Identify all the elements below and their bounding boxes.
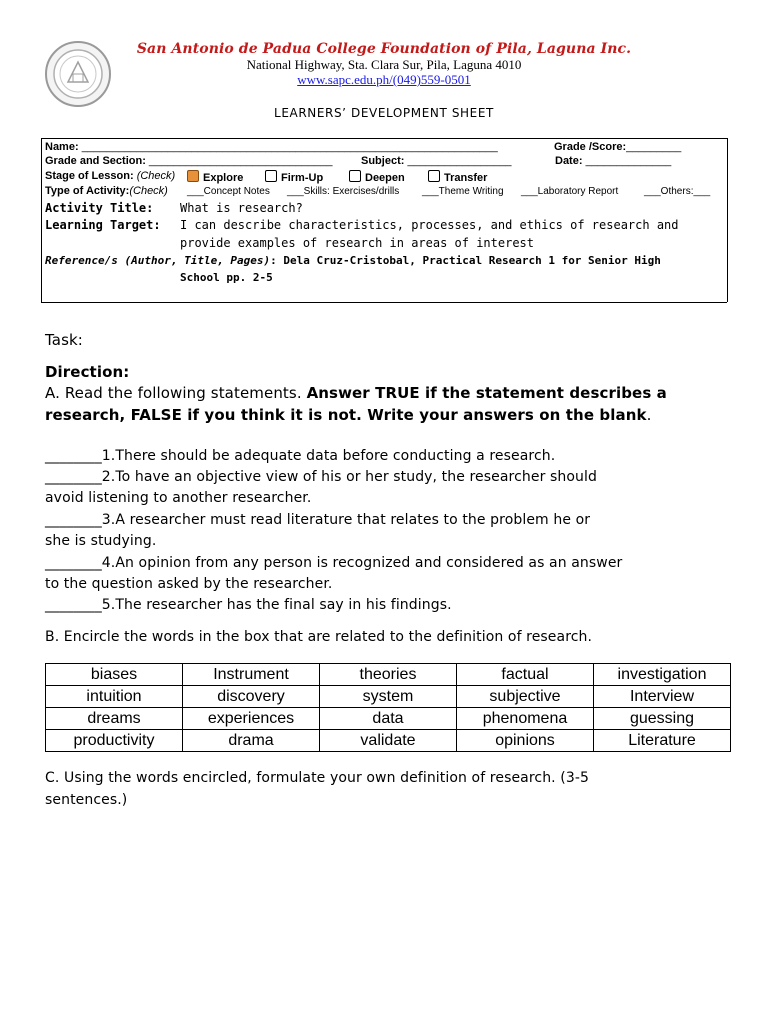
subject-label: Subject: [361,155,405,167]
word-cell[interactable]: system [320,686,457,708]
activity-title-row [45,199,153,217]
statement-4-cont: to the question asked by the researcher. [45,576,333,592]
word-cell[interactable]: Instrument [183,664,320,686]
learning-target-line-1: I can describe characteristics, processes, and ethics of research and [180,218,679,232]
table-row [46,730,731,752]
word-cell[interactable]: Literature [594,730,731,752]
college-address: National Highway, Sta. Clara Sur, Pila, Laguna 4010 [246,57,522,72]
instruction-a-line-2: research, FALSE if you think it is not. Write your answers on the blank. [45,406,652,424]
grade-section-field[interactable] [45,155,332,168]
learning-target-label: Learning Target: [45,218,161,232]
stage-of-lesson-row [45,170,175,183]
info-box-top-border [41,138,727,139]
task-label: Task: [45,331,83,349]
info-box-bottom-border [41,302,727,303]
grade-score-label: Grade /Score: [554,141,627,153]
activity-others-option[interactable]: ___Others:___ [644,186,711,197]
word-cell[interactable]: theories [320,664,457,686]
college-website-link[interactable]: www.sapc.edu.ph/(049)559-0501 [297,72,471,87]
stage-deepen-checkbox[interactable]: Deepen [349,170,405,185]
date-blank[interactable]: ______________ [585,155,672,167]
name-field[interactable] [45,141,498,154]
date-label: Date: [555,155,583,167]
instruction-b: B. Encircle the words in the box that are related to the definition of research. [45,629,593,645]
activity-type-check-hint: (Check) [129,185,168,197]
word-cell[interactable]: discovery [183,686,320,708]
direction-label: Direction: [45,363,130,381]
word-cell[interactable]: validate [320,730,457,752]
instruction-c-line-1: C. Using the words encircled, formulate your own definition of research. (3-5 [45,770,589,786]
activity-lab-report-option[interactable]: ___Laboratory Report [521,186,619,197]
sheet-title: LEARNERS’ DEVELOPMENT SHEET [274,106,494,120]
word-cell[interactable]: dreams [46,708,183,730]
info-box-right-border [727,138,728,302]
statement-2: ________2.To have an objective view of his or her study, the researcher should [45,469,597,485]
grade-section-label: Grade and Section: [45,155,146,167]
word-cell[interactable]: subjective [457,686,594,708]
word-cell[interactable]: guessing [594,708,731,730]
activity-title-value: What is research? [180,201,303,215]
word-cell[interactable]: data [320,708,457,730]
statement-2-cont: avoid listening to another researcher. [45,490,312,506]
statement-5: ________5.The researcher has the final say in his findings. [45,597,452,613]
stage-firmup-checkbox[interactable]: Firm-Up [265,170,323,185]
activity-type-label: Type of Activity: [45,185,130,197]
instruction-a-line-1: A. Read the following statements. Answer TRUE if the statement describes a [45,384,667,402]
instruction-c-line-2: sentences.) [45,792,128,808]
stage-label: Stage of Lesson: [45,170,134,182]
reference-row: Reference/s (Author, Title, Pages): Dela Cruz-Cristobal, Practical Research 1 for Senior High [45,254,661,267]
statement-3: ________3.A researcher must read literature that relates to the problem he or [45,512,591,528]
learning-target-row [45,216,161,234]
word-cell[interactable]: biases [46,664,183,686]
reference-line-1: Dela Cruz-Cristobal, Practical Research 1 for Senior High [276,254,661,267]
word-cell[interactable]: investigation [594,664,731,686]
word-box-table [45,663,731,752]
checkbox-icon[interactable] [349,170,361,182]
reference-label: Reference/s (Author, Title, Pages) [45,254,271,267]
activity-theme-writing-option[interactable]: ___Theme Writing [422,186,504,197]
grade-score-field[interactable] [554,141,681,154]
word-cell[interactable]: drama [183,730,320,752]
checkbox-icon[interactable] [428,170,440,182]
stage-explore-checkbox[interactable]: Explore [187,170,243,185]
grade-section-blank[interactable]: ______________________________ [148,155,333,167]
activity-concept-notes-option[interactable]: ___Concept Notes [187,186,270,197]
table-row [46,664,731,686]
date-field[interactable] [555,155,671,168]
checkbox-checked-icon[interactable] [187,170,199,182]
word-cell[interactable]: Interview [594,686,731,708]
word-cell[interactable]: experiences [183,708,320,730]
stage-check-hint: (Check) [136,170,176,182]
name-label: Name: [45,141,79,153]
statement-4: ________4.An opinion from any person is recognized and considered as an answer [45,555,623,571]
statement-1: ________1.There should be adequate data before conducting a research. [45,448,556,464]
checkbox-icon[interactable] [265,170,277,182]
stage-transfer-checkbox[interactable]: Transfer [428,170,487,185]
grade-score-blank[interactable]: _________ [626,141,682,153]
word-cell[interactable]: opinions [457,730,594,752]
statement-3-cont: she is studying. [45,533,157,549]
table-row [46,708,731,730]
word-cell[interactable]: intuition [46,686,183,708]
subject-field[interactable] [361,155,511,168]
activity-skills-option[interactable]: ___Skills: Exercises/drills [287,186,400,197]
word-cell[interactable]: factual [457,664,594,686]
subject-blank[interactable]: _________________ [407,155,512,167]
learning-target-line-2: provide examples of research in areas of interest [180,236,535,250]
info-box-left-border [41,138,42,302]
name-blank[interactable]: ____________________________________________________________________ [81,141,498,153]
activity-title-label: Activity Title: [45,201,154,215]
word-cell[interactable]: productivity [46,730,183,752]
word-cell[interactable]: phenomena [457,708,594,730]
activity-type-row [45,185,168,198]
college-name: San Antonio de Padua College Foundation of Pila, Laguna Inc. [136,41,632,57]
reference-line-2: School pp. 2-5 [180,271,273,284]
table-row [46,686,731,708]
